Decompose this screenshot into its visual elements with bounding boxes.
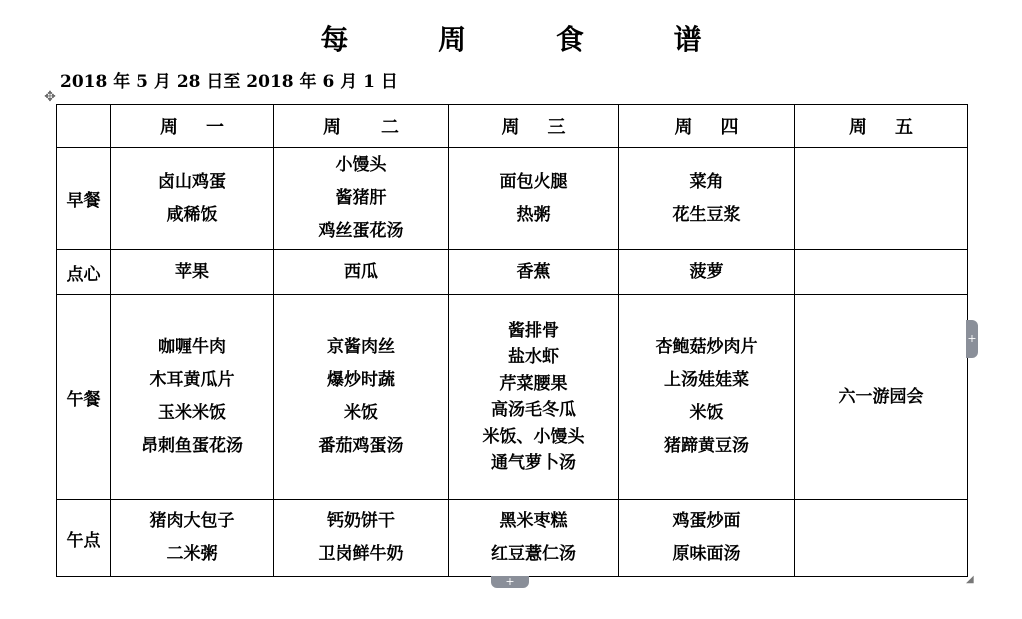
add-column-handle-icon[interactable]: + xyxy=(966,320,978,358)
corner-cell[interactable] xyxy=(57,105,111,148)
weekly-menu-table xyxy=(56,104,968,577)
snack-tuesday-cell[interactable] xyxy=(274,250,449,295)
menu-item: 木耳黄瓜片 xyxy=(149,370,235,390)
menu-item: 小馒头 xyxy=(335,155,387,175)
menu-item: 京酱肉丝 xyxy=(327,337,395,357)
menu-item: 番茄鸡蛋汤 xyxy=(318,436,404,456)
menu-item: 菜角 xyxy=(689,171,724,192)
table-move-handle-icon[interactable]: ✥ xyxy=(44,89,56,105)
afternoon-snack-row xyxy=(57,500,968,577)
lunch-thursday-cell[interactable] xyxy=(619,295,795,500)
day-prefix: 周 xyxy=(501,117,520,138)
day-name: 三 xyxy=(547,117,566,138)
day-name: 四 xyxy=(720,117,739,138)
menu-item: 苹果 xyxy=(175,262,209,282)
afternoon-thursday-cell[interactable] xyxy=(619,500,795,577)
day-name: 二 xyxy=(381,117,399,138)
breakfast-monday-cell[interactable] xyxy=(111,148,274,250)
menu-item: 酱排骨 xyxy=(508,320,559,341)
menu-item: 上汤娃娃菜 xyxy=(664,370,749,390)
menu-item: 二米粥 xyxy=(166,544,218,564)
lunch-tuesday-cell[interactable] xyxy=(274,295,449,500)
menu-item: 面包火腿 xyxy=(499,171,568,192)
menu-item: 钙奶饼干 xyxy=(327,511,395,531)
header-friday[interactable] xyxy=(795,105,968,148)
header-thursday[interactable] xyxy=(619,105,795,148)
breakfast-friday-cell[interactable] xyxy=(795,148,968,250)
snack-monday-cell[interactable] xyxy=(111,250,274,295)
snack-wednesday-cell[interactable] xyxy=(449,250,619,295)
menu-item: 卫岗鲜牛奶 xyxy=(318,544,404,564)
lunch-friday-cell[interactable] xyxy=(795,295,968,500)
header-monday[interactable] xyxy=(111,105,274,148)
menu-item: 西瓜 xyxy=(344,262,378,282)
menu-item: 咖喱牛肉 xyxy=(158,337,226,357)
afternoon-friday-cell[interactable] xyxy=(795,500,968,577)
menu-item: 昂刺鱼蛋花汤 xyxy=(141,436,243,456)
breakfast-row xyxy=(57,148,968,250)
menu-item: 爆炒时蔬 xyxy=(327,370,395,390)
afternoon-monday-cell[interactable] xyxy=(111,500,274,577)
breakfast-wednesday-cell[interactable] xyxy=(449,148,619,250)
lunch-row xyxy=(57,295,968,500)
day-prefix: 周 xyxy=(160,117,178,138)
menu-item: 酱猪肝 xyxy=(335,188,387,208)
day-name: 五 xyxy=(895,117,913,138)
menu-item: 盐水虾 xyxy=(508,347,559,367)
menu-item: 高汤毛冬瓜 xyxy=(491,400,576,420)
menu-item: 黑米枣糕 xyxy=(499,511,568,531)
day-name: 一 xyxy=(206,117,224,138)
menu-title: 每 周 食 谱 xyxy=(320,23,742,56)
afternoon-wednesday-cell[interactable] xyxy=(449,500,619,577)
menu-item: 芹菜腰果 xyxy=(499,373,568,394)
menu-item: 卤山鸡蛋 xyxy=(158,171,226,192)
meal-label-lunch[interactable]: 午餐 xyxy=(57,295,111,500)
menu-item: 玉米米饭 xyxy=(158,403,226,423)
meal-label-afternoon[interactable]: 午点 xyxy=(57,500,111,577)
menu-item: 咸稀饭 xyxy=(166,204,218,225)
menu-item: 鸡丝蛋花汤 xyxy=(318,221,404,241)
header-row xyxy=(57,105,968,148)
lunch-monday-cell[interactable] xyxy=(111,295,274,500)
menu-item: 通气萝卜汤 xyxy=(491,453,576,473)
day-prefix: 周 xyxy=(323,117,341,138)
menu-item: 花生豆浆 xyxy=(672,204,741,225)
menu-item: 菠萝 xyxy=(689,262,724,282)
menu-item: 米饭 xyxy=(689,403,724,423)
menu-item: 鸡蛋炒面 xyxy=(672,511,741,531)
date-range: 2018 年 5 月 28 日至 2018 年 6 月 1 日 xyxy=(60,72,398,92)
menu-item: 猪蹄黄豆汤 xyxy=(664,436,749,456)
table-resize-handle-icon[interactable]: ◢ xyxy=(966,574,974,585)
breakfast-tuesday-cell[interactable] xyxy=(274,148,449,250)
menu-item: 猪肉大包子 xyxy=(149,511,235,531)
menu-item: 六一游园会 xyxy=(838,386,924,407)
snack-row xyxy=(57,250,968,295)
menu-item: 米饭 xyxy=(344,403,378,423)
menu-item: 红豆薏仁汤 xyxy=(491,544,576,564)
breakfast-thursday-cell[interactable] xyxy=(619,148,795,250)
menu-item: 杏鲍菇炒肉片 xyxy=(655,337,758,357)
menu-item: 香蕉 xyxy=(516,262,551,282)
day-prefix: 周 xyxy=(674,117,693,138)
day-prefix: 周 xyxy=(849,117,867,138)
afternoon-tuesday-cell[interactable] xyxy=(274,500,449,577)
add-row-handle-icon[interactable]: + xyxy=(491,576,529,588)
menu-item: 热粥 xyxy=(516,204,551,225)
snack-friday-cell[interactable] xyxy=(795,250,968,295)
header-wednesday[interactable] xyxy=(449,105,619,148)
header-tuesday[interactable] xyxy=(274,105,449,148)
meal-label-breakfast[interactable]: 早餐 xyxy=(57,148,111,250)
menu-item: 原味面汤 xyxy=(672,544,741,564)
lunch-wednesday-cell[interactable] xyxy=(449,295,619,500)
snack-thursday-cell[interactable] xyxy=(619,250,795,295)
meal-label-snack[interactable]: 点心 xyxy=(57,250,111,295)
menu-item: 米饭、小馒头 xyxy=(482,426,585,447)
